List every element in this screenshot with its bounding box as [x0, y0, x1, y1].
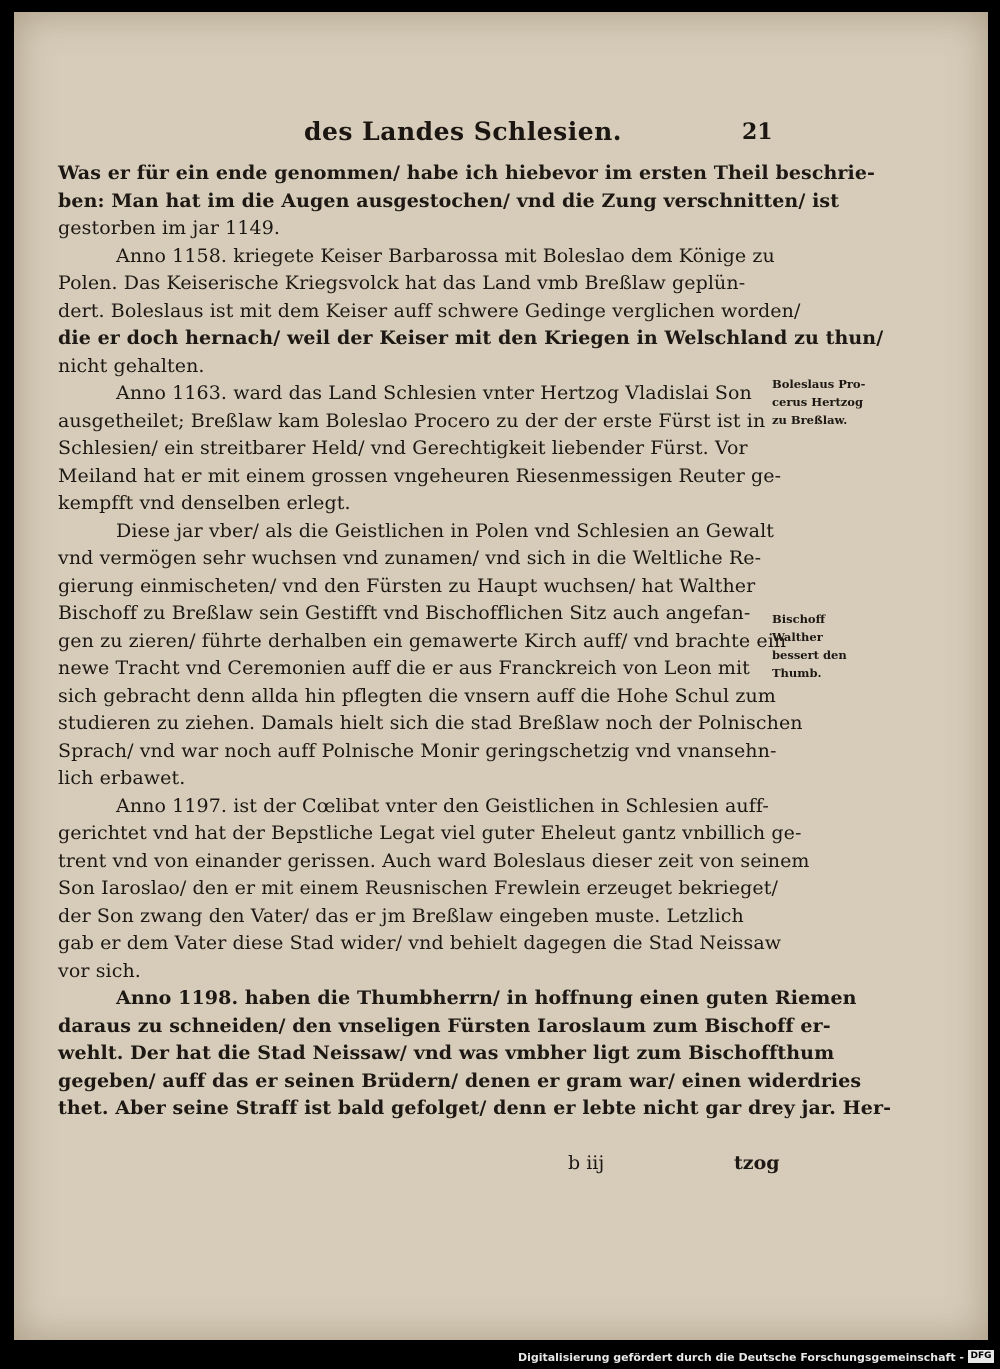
text-line: gierung einmischeten/ vnd den Fürsten zu Haupt wuchsen/ hat Walther: [58, 574, 756, 597]
text-line: dert. Boleslaus ist mit dem Keiser auff schwere Gedinge verglichen worden/: [58, 299, 801, 322]
text-line: kempfft vnd denselben erlegt.: [58, 492, 351, 514]
page-number: 21: [742, 119, 773, 145]
margin-note-line: Bischoff: [772, 612, 826, 626]
text-line: daraus zu schneiden/ den vnseligen Fürsten Iaroslaum zum Bischoff er-: [58, 1014, 831, 1037]
text-line: Anno 1158. kriegete Keiser Barbarossa mit Boleslao dem Könige zu: [116, 244, 775, 267]
text-line: Anno 1197. ist der Cœlibat vnter den Geistlichen in Schlesien auff-: [116, 794, 769, 817]
text-line: Polen. Das Keiserische Kriegsvolck hat das Land vmb Breßlaw geplün-: [58, 272, 746, 294]
text-line: Was er für ein ende genommen/ habe ich hiebevor im ersten Theil beschrie-: [58, 162, 876, 184]
text-line: Anno 1198. haben die Thumbherrn/ in hoffnung einen guten Riemen: [116, 987, 857, 1009]
book-page: [14, 12, 988, 1340]
text-line: gerichtet vnd hat der Bepstliche Legat viel guter Eheleut gantz vnbillich ge-: [58, 822, 802, 844]
text-line: Schlesien/ ein streitbarer Held/ vnd Gerechtigkeit liebender Fürst. Vor: [58, 437, 748, 459]
text-line: gen zu zieren/ führte derhalben ein gemawerte Kirch auff/ vnd brachte ein: [58, 629, 787, 652]
text-line: Meiland hat er mit einem grossen vngeheuren Riesenmessigen Reuter ge-: [58, 464, 782, 487]
text-line: thet. Aber seine Straff ist bald gefolget/ denn er lebte nicht gar drey jar. Her-: [58, 1097, 892, 1119]
text-line: wehlt. Der hat die Stad Neissaw/ vnd was vmbher ligt zum Bischoffthum: [58, 1042, 835, 1064]
page-header: [14, 117, 988, 153]
text-line: der Son zwang den Vater/ das er jm Breßlaw eingeben muste. Letzlich: [58, 904, 744, 927]
text-line: gegeben/ auff das er seinen Brüdern/ denen er gram war/ einen widerdries: [58, 1069, 862, 1092]
text-line: gestorben im jar 1149.: [58, 217, 281, 239]
text-line: Bischoff zu Breßlaw sein Gestifft vnd Bischofflichen Sitz auch angefan-: [58, 602, 751, 624]
text-line: nicht gehalten.: [58, 354, 205, 377]
signature-mark: b iij: [568, 1152, 605, 1174]
text-line: Son Iaroslao/ den er mit einem Reusnischen Frewlein erzeuget bekrieget/: [58, 877, 779, 899]
funding-credit: Digitalisierung gefördert durch die Deutsche Forschungsgemeinschaft -: [517, 1351, 964, 1364]
text-line: Anno 1163. ward das Land Schlesien vnter Hertzog Vladislai Son: [116, 382, 752, 404]
text-line: gab er dem Vater diese Stad wider/ vnd behielt dagegen die Stad Neissaw: [58, 932, 782, 954]
text-line: ben: Man hat im die Augen ausgestochen/ vnd die Zung verschnitten/ ist: [58, 189, 840, 212]
margin-note-walther: [772, 610, 847, 682]
margin-note-line: zu Breßlaw.: [772, 413, 848, 427]
margin-note-boleslaus: [772, 375, 865, 429]
text-line: Diese jar vber/ als die Geistlichen in Polen vnd Schlesien an Gewalt: [116, 519, 775, 542]
text-line: vnd vermögen sehr wuchsen vnd zunamen/ vnd sich in die Weltliche Re-: [58, 547, 762, 569]
margin-note-line: Walther: [772, 630, 823, 644]
text-line: studieren zu ziehen. Damals hielt sich die stad Breßlaw noch der Polnischen: [58, 712, 803, 734]
margin-note-line: cerus Hertzog: [772, 395, 864, 409]
text-line: trent vnd von einander gerissen. Auch ward Boleslaus dieser zeit von seinem: [58, 849, 810, 872]
text-line: die er doch hernach/ weil der Keiser mit den Kriegen in Welschland zu thun/: [58, 327, 884, 349]
text-line: ausgetheilet; Breßlaw kam Boleslao Procero zu der der erste Fürst ist in: [58, 409, 766, 432]
text-line: lich erbawet.: [58, 767, 186, 789]
margin-note-line: Thumb.: [772, 666, 822, 680]
text-line: sich gebracht denn allda hin pflegten die vnsern auff die Hohe Schul zum: [58, 684, 776, 707]
text-line: Sprach/ vnd war noch auff Polnische Monir geringschetzig vnd vnansehn-: [58, 739, 777, 762]
dfg-logo-icon: DFG: [968, 1350, 994, 1363]
credit-bar: [0, 1340, 1000, 1369]
margin-note-line: bessert den: [772, 648, 847, 662]
catchword: tzog: [734, 1152, 780, 1174]
text-line: vor sich.: [58, 959, 141, 982]
margin-note-line: Boleslaus Pro-: [772, 377, 866, 391]
page-footer: [14, 1152, 988, 1182]
text-line: newe Tracht vnd Ceremonien auff die er aus Franckreich von Leon mit: [58, 657, 750, 679]
running-title: des Landes Schlesien.: [304, 117, 622, 146]
